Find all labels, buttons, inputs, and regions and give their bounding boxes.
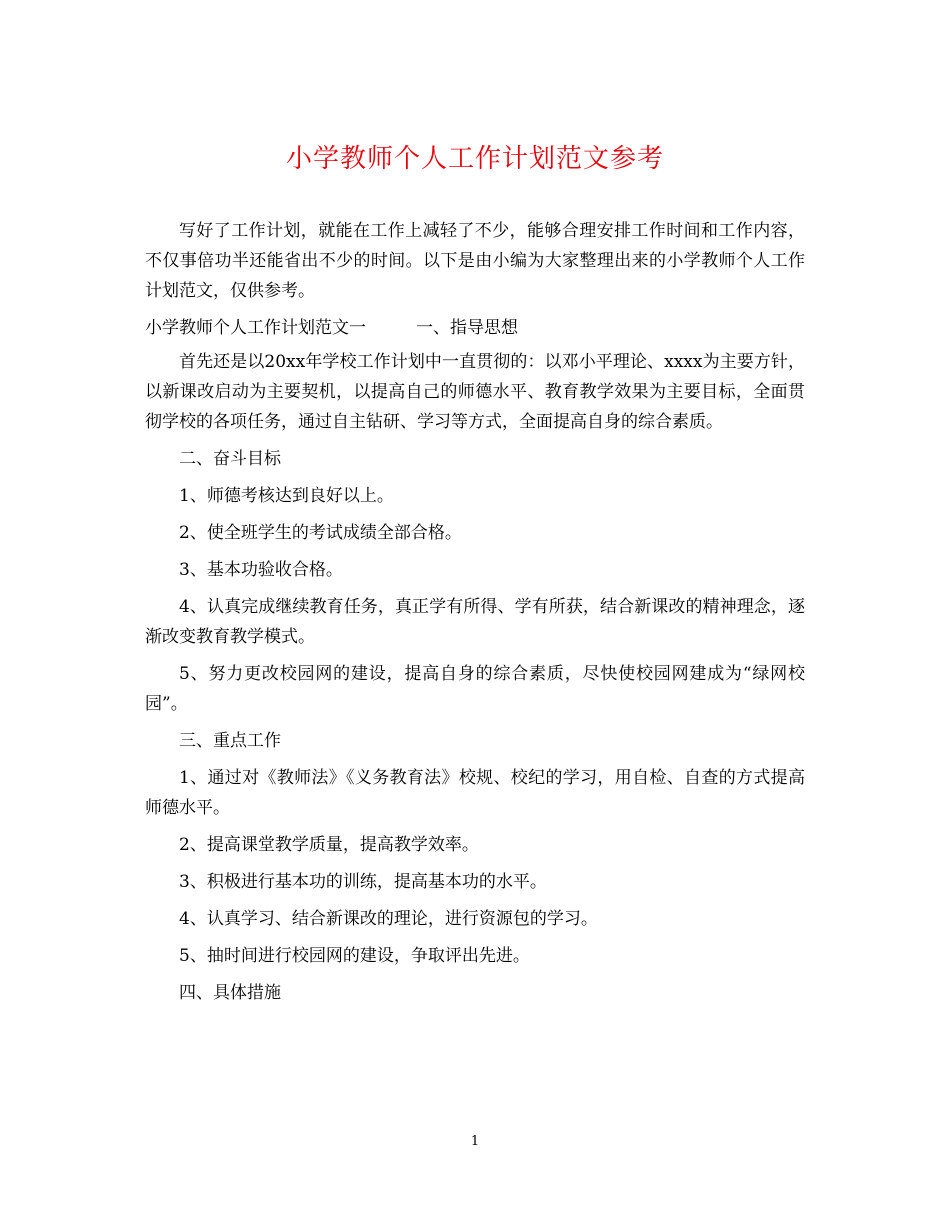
document-title: 小学教师个人工作计划范文参考 [285, 144, 664, 174]
guiding-thought-paragraph: 首先还是以20xx年学校工作计划中一直贯彻的：以邓小平理论、xxxx为主要方针，以新课改启动为主要契机，以提高自己的师德水平、教育教学效果为主要目标，全面贯彻学校的各项任务，通过自主钻研、学习等方式，全面提高自身的综合素质。 [145, 352, 805, 432]
document-body [145, 216, 805, 1015]
key-work-item-3: 3、积极进行基本功的训练，提高基本功的水平。 [179, 872, 547, 892]
intro-paragraph: 写好了工作计划，就能在工作上减轻了不少，能够合理安排工作时间和工作内容，不仅事倍功半还能省出不少的时间。以下是由小编为大家整理出来的小学教师个人工作计划范文，仅供参考。 [145, 221, 805, 301]
heading-key-work: 三、重点工作 [179, 731, 281, 751]
key-work-item-4: 4、认真学习、结合新课改的理论，进行资源包的学习。 [179, 909, 598, 929]
section-heading-line [145, 313, 805, 343]
heading-measures: 四、具体措施 [179, 983, 281, 1003]
section-title: 小学教师个人工作计划范文一 [145, 318, 366, 338]
section-subheading: 一、指导思想 [416, 318, 518, 338]
heading-goals: 二、奋斗目标 [179, 449, 281, 469]
goal-item-1: 1、师德考核达到良好以上。 [179, 486, 394, 506]
page-number: 1 [470, 1134, 480, 1149]
goal-item-2: 2、使全班学生的考试成绩全部合格。 [179, 523, 462, 543]
goal-item-4: 4、认真完成继续教育任务，真正学有所得、学有所获，结合新课改的精神理念，逐渐改变教育教学模式。 [145, 597, 805, 647]
goal-item-5: 5、努力更改校园网的建设，提高自身的综合素质，尽快使校园网建成为“绿网校园”。 [145, 664, 805, 714]
key-work-item-2: 2、提高课堂教学质量，提高教学效率。 [179, 835, 479, 855]
key-work-item-1: 1、通过对《教师法》《义务教育法》校规、校纪的学习，用自检、自查的方式提高师德水平。 [145, 768, 805, 818]
key-work-item-5: 5、抽时间进行校园网的建设，争取评出先进。 [179, 946, 530, 966]
goal-item-3: 3、基本功验收合格。 [179, 560, 343, 580]
